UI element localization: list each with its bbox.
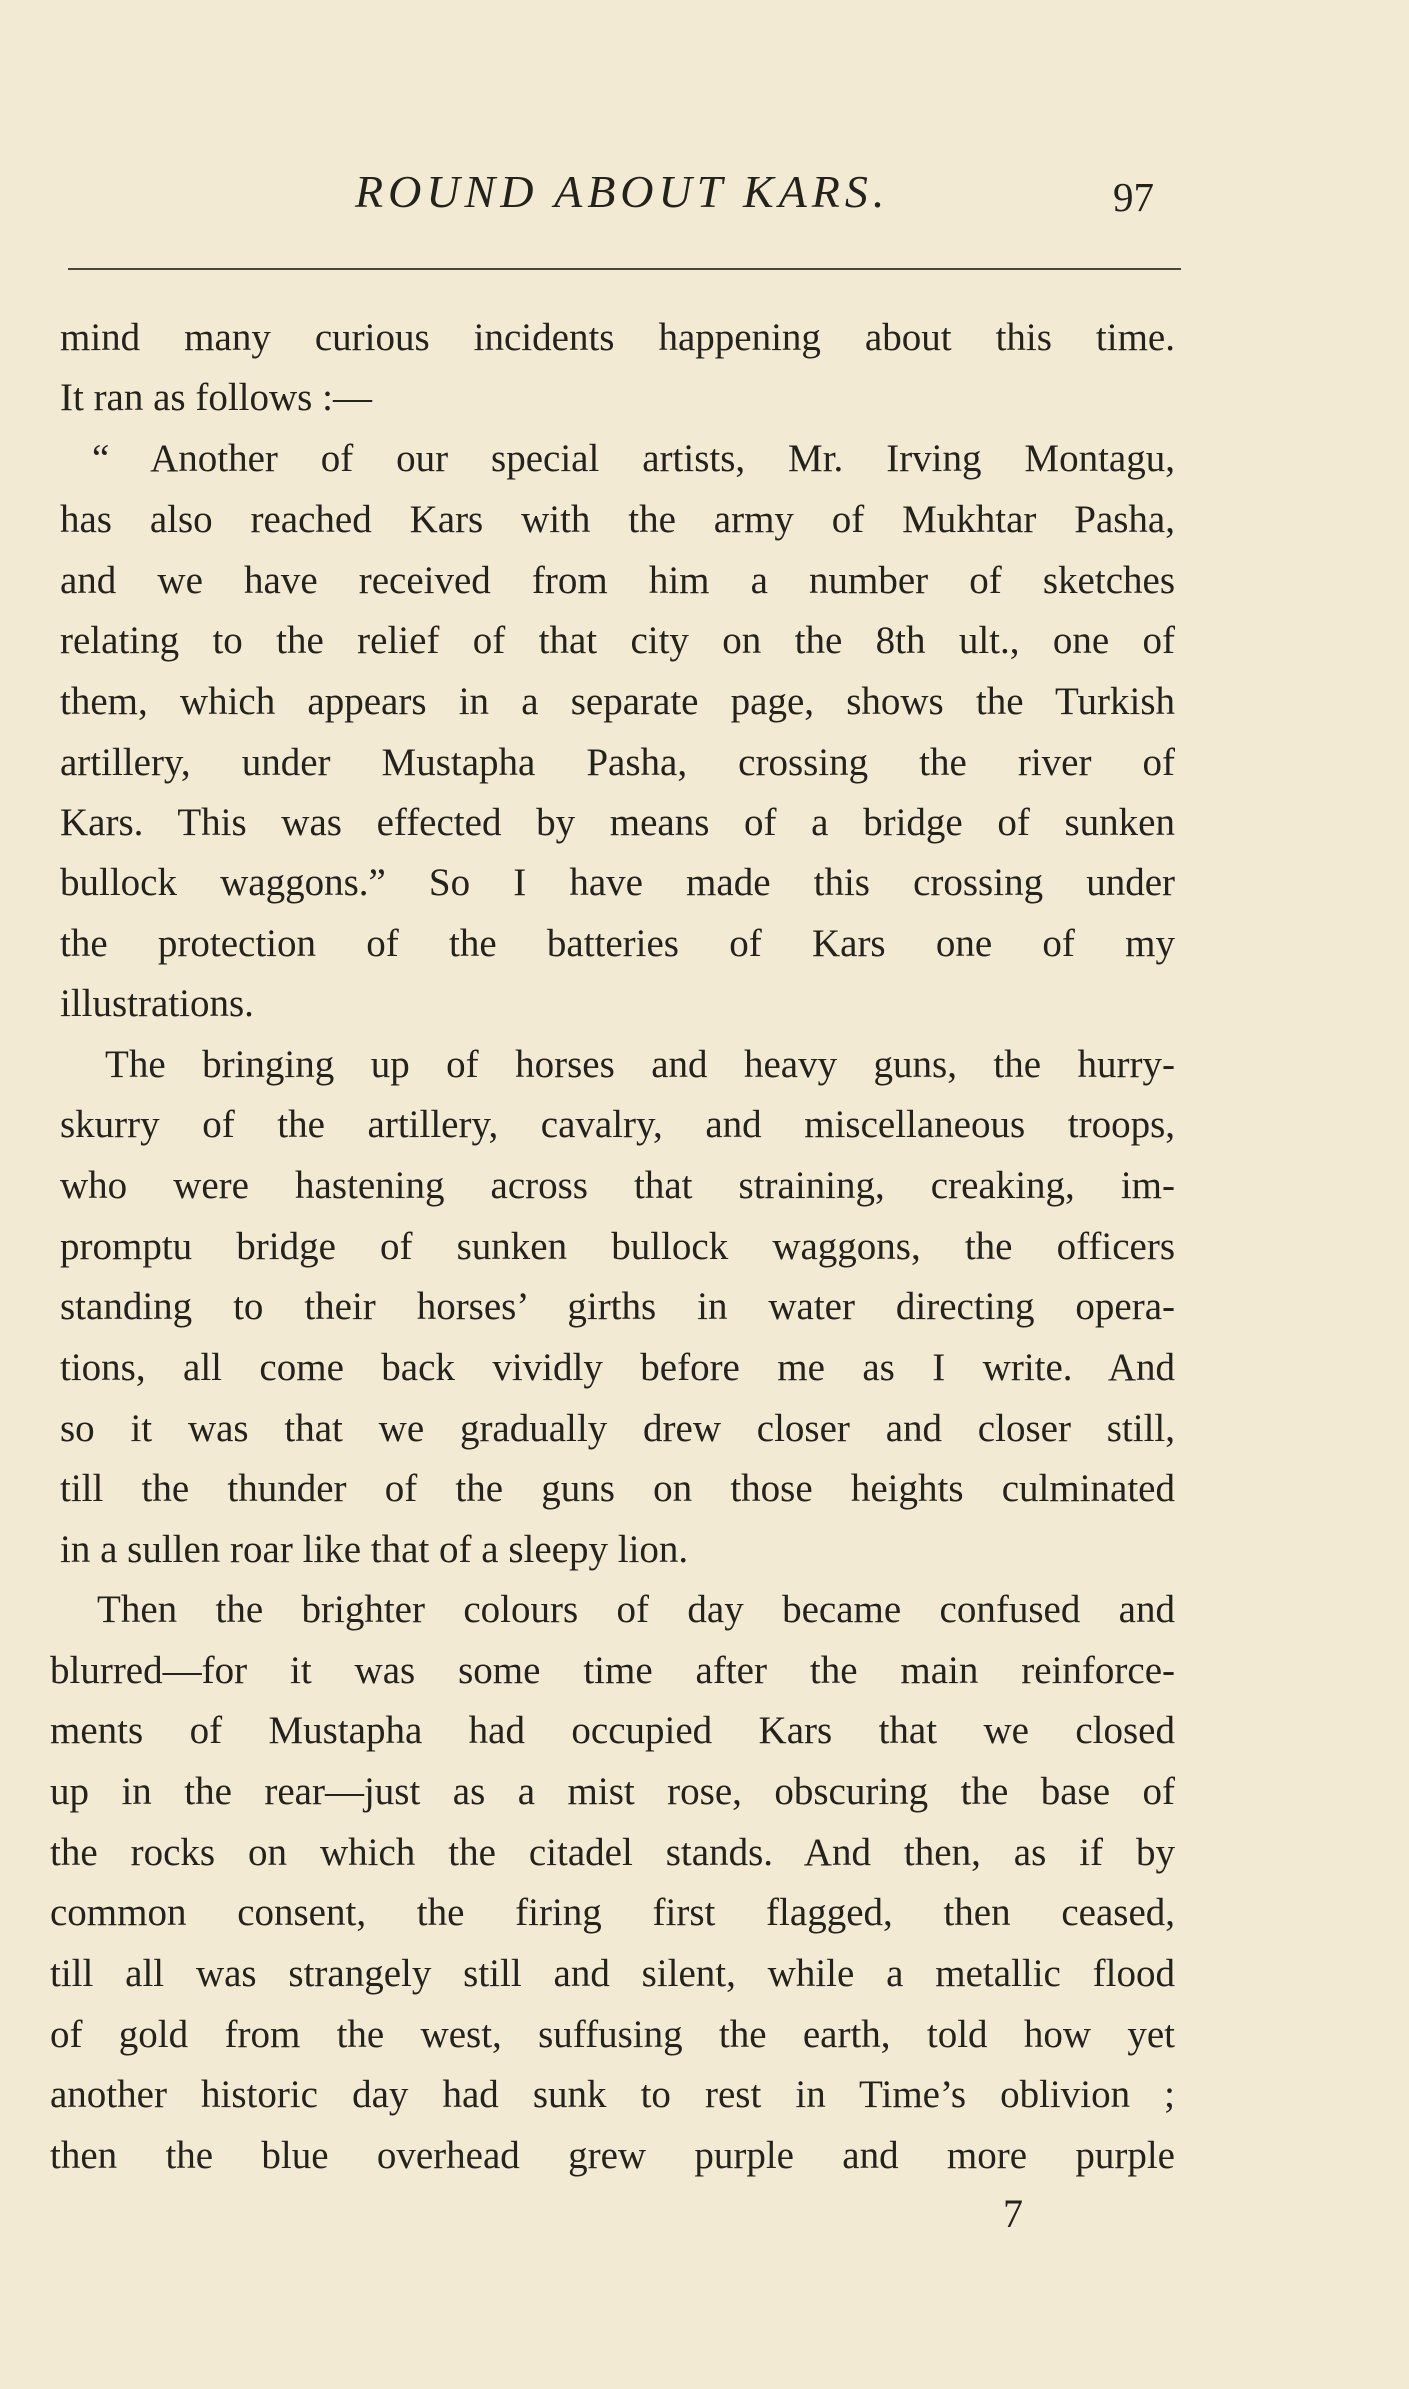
signature-mark: 7 (1003, 2191, 1023, 2236)
text-line: up in the rear—just as a mist rose, obscuring the base of (50, 1770, 1175, 1813)
text-line: in a sullen roar like that of a sleepy lion. (60, 1528, 689, 1571)
text-line: relating to the relief of that city on the 8th ult., one of (60, 619, 1175, 662)
text-line: till all was strangely still and silent, while a metallic flood (50, 1952, 1175, 1995)
running-title: ROUND ABOUT KARS. (355, 166, 890, 217)
header-rule (68, 268, 1181, 270)
text-line: them, which appears in a separate page, shows the Turkish (60, 680, 1175, 723)
text-line: tions, all come back vividly before me as I write. And (60, 1346, 1175, 1389)
text-line: promptu bridge of sunken bullock waggons, the officers (60, 1225, 1175, 1268)
text-line: “ Another of our special artists, Mr. Irving Montagu, (92, 437, 1175, 480)
page-number: 97 (1113, 174, 1154, 220)
text-line: mind many curious incidents happening about this time. (60, 316, 1175, 359)
text-line: The bringing up of horses and heavy guns, the hurry- (105, 1043, 1175, 1086)
text-line: It ran as follows :— (60, 376, 372, 419)
text-line: bullock waggons.” So I have made this crossing under (60, 861, 1175, 904)
text-line: the protection of the batteries of Kars one of my (60, 922, 1175, 965)
running-head (0, 165, 1409, 225)
text-line: artillery, under Mustapha Pasha, crossing the river of (60, 741, 1175, 784)
text-line: common consent, the firing first flagged, then ceased, (50, 1891, 1175, 1934)
text-line: another historic day had sunk to rest in Time’s oblivion ; (50, 2073, 1175, 2116)
text-line: Kars. This was effected by means of a bridge of sunken (60, 801, 1175, 844)
text-line: till the thunder of the guns on those heights culminated (60, 1467, 1175, 1510)
text-line: ments of Mustapha had occupied Kars that we closed (50, 1709, 1175, 1752)
text-line: then the blue overhead grew purple and more purple (50, 2134, 1175, 2177)
text-line: of gold from the west, suffusing the earth, told how yet (50, 2013, 1175, 2056)
text-line: illustrations. (60, 982, 254, 1025)
text-line: and we have received from him a number of sketches (60, 559, 1175, 602)
text-line: the rocks on which the citadel stands. And then, as if by (50, 1831, 1175, 1874)
text-line: so it was that we gradually drew closer and closer still, (60, 1407, 1175, 1450)
text-line: who were hastening across that straining, creaking, im- (60, 1164, 1175, 1207)
text-line: skurry of the artillery, cavalry, and miscellaneous troops, (60, 1103, 1175, 1146)
text-line: Then the brighter colours of day became confused and (97, 1588, 1175, 1631)
text-line: blurred—for it was some time after the main reinforce- (50, 1649, 1175, 1692)
text-line: standing to their horses’ girths in water directing opera- (60, 1285, 1175, 1328)
text-line: has also reached Kars with the army of Mukhtar Pasha, (60, 498, 1175, 541)
